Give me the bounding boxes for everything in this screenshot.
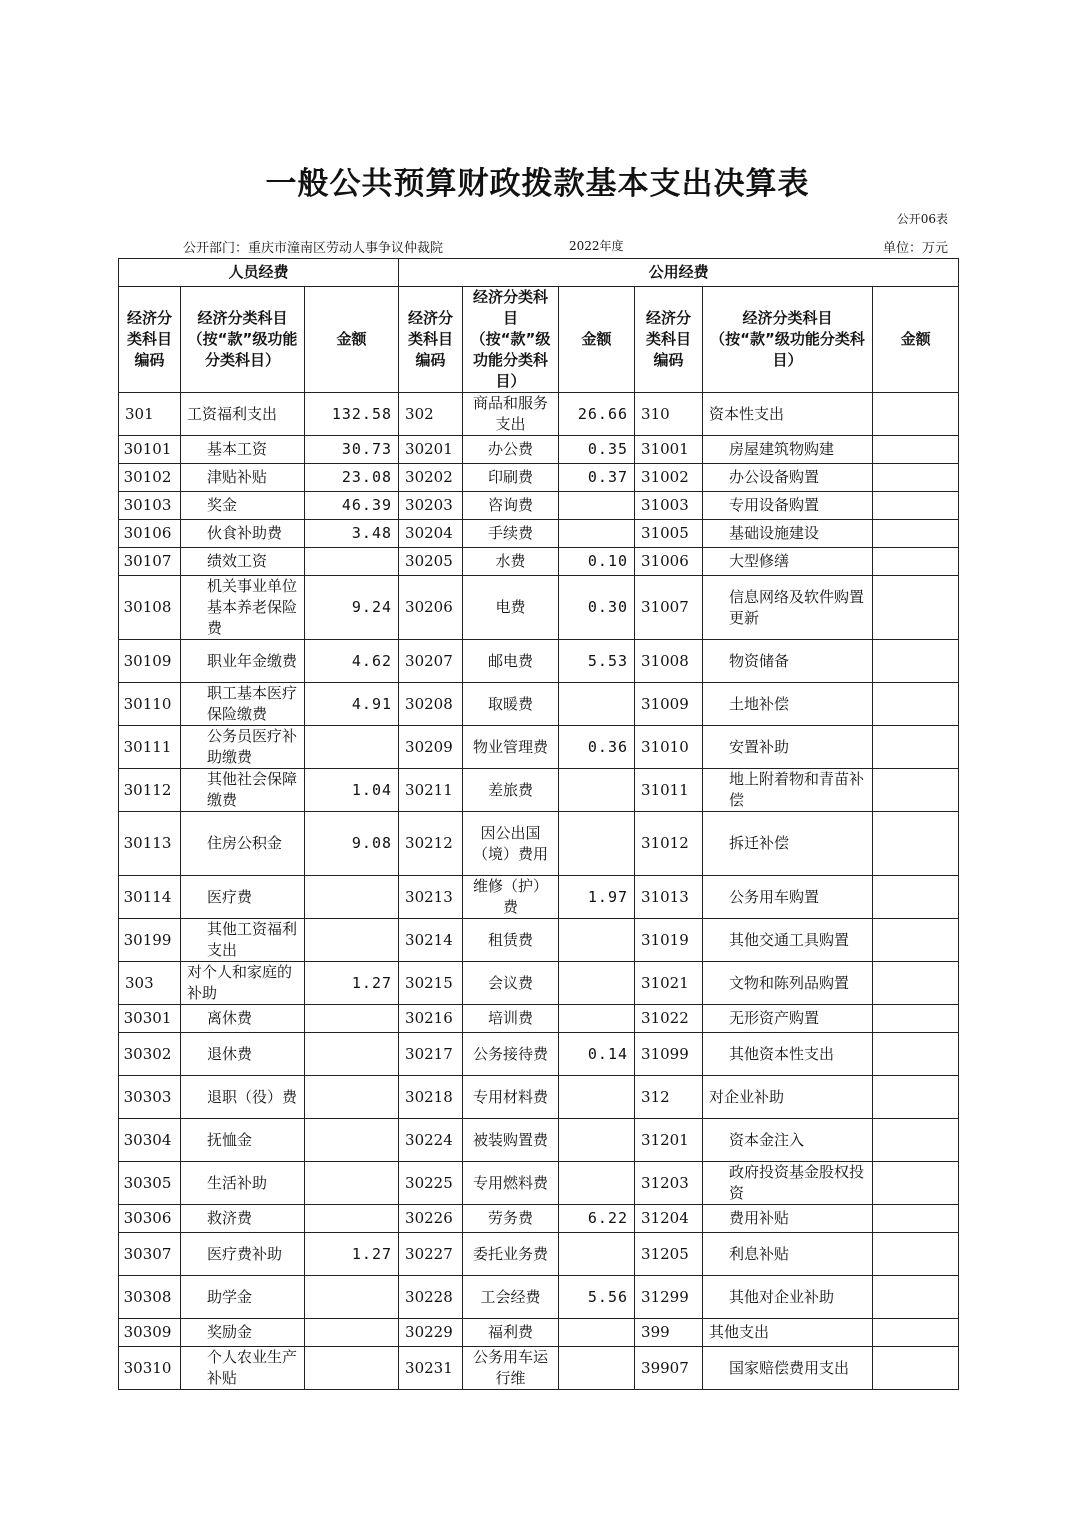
personnel-code-cell: 30113 bbox=[119, 812, 181, 876]
personnel-name-cell: 奖金 bbox=[181, 492, 305, 520]
personnel-code-cell: 30309 bbox=[119, 1319, 181, 1347]
public-amount-cell: 0.35 bbox=[559, 436, 635, 464]
capital-code-cell: 31019 bbox=[635, 919, 703, 962]
public-name-cell: 劳务费 bbox=[463, 1205, 559, 1233]
table-row bbox=[119, 436, 959, 464]
personnel-code-cell: 301 bbox=[119, 393, 181, 436]
public-name-cell: 工会经费 bbox=[463, 1276, 559, 1319]
personnel-code-cell: 30307 bbox=[119, 1233, 181, 1276]
public-name-cell: 专用材料费 bbox=[463, 1076, 559, 1119]
public-name-cell: 公务用车运行维 bbox=[463, 1347, 559, 1390]
public-code-cell: 30212 bbox=[399, 812, 463, 876]
public-amount-cell bbox=[559, 1119, 635, 1162]
personnel-amount-cell bbox=[305, 1276, 399, 1319]
table-row bbox=[119, 919, 959, 962]
personnel-name-cell: 工资福利支出 bbox=[181, 393, 305, 436]
personnel-amount-cell bbox=[305, 1033, 399, 1076]
personnel-name-cell: 个人农业生产补贴 bbox=[181, 1347, 305, 1390]
personnel-code-cell: 30308 bbox=[119, 1276, 181, 1319]
personnel-amount-cell: 30.73 bbox=[305, 436, 399, 464]
col-header-amount: 金额 bbox=[559, 287, 635, 393]
capital-amount-cell bbox=[873, 962, 959, 1005]
personnel-amount-cell bbox=[305, 1005, 399, 1033]
capital-amount-cell bbox=[873, 1347, 959, 1390]
capital-name-cell: 文物和陈列品购置 bbox=[703, 962, 873, 1005]
public-code-cell: 30214 bbox=[399, 919, 463, 962]
public-code-cell: 30206 bbox=[399, 576, 463, 640]
public-name-cell: 福利费 bbox=[463, 1319, 559, 1347]
personnel-name-cell: 对个人和家庭的补助 bbox=[181, 962, 305, 1005]
public-amount-cell bbox=[559, 812, 635, 876]
col-header-amount: 金额 bbox=[873, 287, 959, 393]
public-code-cell: 30201 bbox=[399, 436, 463, 464]
capital-amount-cell bbox=[873, 1276, 959, 1319]
capital-code-cell: 399 bbox=[635, 1319, 703, 1347]
capital-code-cell: 31099 bbox=[635, 1033, 703, 1076]
capital-name-cell: 基础设施建设 bbox=[703, 520, 873, 548]
personnel-code-cell: 30304 bbox=[119, 1119, 181, 1162]
public-code-cell: 30227 bbox=[399, 1233, 463, 1276]
personnel-name-cell: 医疗费补助 bbox=[181, 1233, 305, 1276]
capital-name-cell: 政府投资基金股权投资 bbox=[703, 1162, 873, 1205]
capital-amount-cell bbox=[873, 1076, 959, 1119]
public-code-cell: 30203 bbox=[399, 492, 463, 520]
capital-amount-cell bbox=[873, 464, 959, 492]
personnel-amount-cell bbox=[305, 1319, 399, 1347]
public-amount-cell bbox=[559, 1162, 635, 1205]
public-code-cell: 30207 bbox=[399, 640, 463, 683]
table-row bbox=[119, 812, 959, 876]
public-code-cell: 30204 bbox=[399, 520, 463, 548]
personnel-name-cell: 住房公积金 bbox=[181, 812, 305, 876]
public-name-cell: 咨询费 bbox=[463, 492, 559, 520]
personnel-code-cell: 30106 bbox=[119, 520, 181, 548]
personnel-name-cell: 职工基本医疗保险缴费 bbox=[181, 683, 305, 726]
personnel-name-cell: 助学金 bbox=[181, 1276, 305, 1319]
personnel-code-cell: 30301 bbox=[119, 1005, 181, 1033]
personnel-amount-cell bbox=[305, 876, 399, 919]
capital-name-cell: 房屋建筑物购建 bbox=[703, 436, 873, 464]
public-code-cell: 30205 bbox=[399, 548, 463, 576]
table-row bbox=[119, 548, 959, 576]
public-code-cell: 30215 bbox=[399, 962, 463, 1005]
capital-amount-cell bbox=[873, 1205, 959, 1233]
capital-code-cell: 31007 bbox=[635, 576, 703, 640]
capital-amount-cell bbox=[873, 769, 959, 812]
capital-amount-cell bbox=[873, 436, 959, 464]
table-row bbox=[119, 1347, 959, 1390]
public-amount-cell: 0.14 bbox=[559, 1033, 635, 1076]
col-header-name: 经济分类科目（按“款”级功能分类科目） bbox=[703, 287, 873, 393]
personnel-amount-cell: 9.08 bbox=[305, 812, 399, 876]
capital-name-cell: 地上附着物和青苗补偿 bbox=[703, 769, 873, 812]
capital-name-cell: 对企业补助 bbox=[703, 1076, 873, 1119]
capital-amount-cell bbox=[873, 919, 959, 962]
personnel-name-cell: 其他社会保障缴费 bbox=[181, 769, 305, 812]
public-name-cell: 取暖费 bbox=[463, 683, 559, 726]
personnel-amount-cell: 1.04 bbox=[305, 769, 399, 812]
capital-code-cell: 31006 bbox=[635, 548, 703, 576]
public-amount-cell bbox=[559, 1319, 635, 1347]
public-name-cell: 因公出国（境）费用 bbox=[463, 812, 559, 876]
personnel-amount-cell bbox=[305, 1205, 399, 1233]
capital-name-cell: 专用设备购置 bbox=[703, 492, 873, 520]
capital-code-cell: 31011 bbox=[635, 769, 703, 812]
capital-name-cell: 利息补贴 bbox=[703, 1233, 873, 1276]
capital-name-cell: 其他交通工具购置 bbox=[703, 919, 873, 962]
capital-name-cell: 其他支出 bbox=[703, 1319, 873, 1347]
public-amount-cell bbox=[559, 919, 635, 962]
public-name-cell: 培训费 bbox=[463, 1005, 559, 1033]
table-row bbox=[119, 1276, 959, 1319]
public-name-cell: 商品和服务支出 bbox=[463, 393, 559, 436]
capital-code-cell: 31003 bbox=[635, 492, 703, 520]
public-amount-cell: 1.97 bbox=[559, 876, 635, 919]
personnel-amount-cell bbox=[305, 1162, 399, 1205]
public-code-cell: 30226 bbox=[399, 1205, 463, 1233]
capital-code-cell: 31013 bbox=[635, 876, 703, 919]
public-code-cell: 30216 bbox=[399, 1005, 463, 1033]
personnel-code-cell: 30302 bbox=[119, 1033, 181, 1076]
expenditure-table bbox=[118, 258, 959, 1390]
public-name-cell: 租赁费 bbox=[463, 919, 559, 962]
public-amount-cell: 0.30 bbox=[559, 576, 635, 640]
public-amount-cell bbox=[559, 520, 635, 548]
public-name-cell: 维修（护）费 bbox=[463, 876, 559, 919]
personnel-name-cell: 伙食补助费 bbox=[181, 520, 305, 548]
personnel-code-cell: 30107 bbox=[119, 548, 181, 576]
public-name-cell: 专用燃料费 bbox=[463, 1162, 559, 1205]
personnel-code-cell: 30110 bbox=[119, 683, 181, 726]
capital-code-cell: 31204 bbox=[635, 1205, 703, 1233]
table-row bbox=[119, 576, 959, 640]
capital-name-cell: 无形资产购置 bbox=[703, 1005, 873, 1033]
table-row bbox=[119, 726, 959, 769]
personnel-code-cell: 30310 bbox=[119, 1347, 181, 1390]
capital-amount-cell bbox=[873, 812, 959, 876]
public-code-cell: 30224 bbox=[399, 1119, 463, 1162]
personnel-code-cell: 30108 bbox=[119, 576, 181, 640]
personnel-amount-cell: 46.39 bbox=[305, 492, 399, 520]
capital-code-cell: 31001 bbox=[635, 436, 703, 464]
capital-code-cell: 31201 bbox=[635, 1119, 703, 1162]
public-code-cell: 30225 bbox=[399, 1162, 463, 1205]
personnel-section-header: 人员经费 bbox=[119, 259, 399, 287]
capital-code-cell: 31010 bbox=[635, 726, 703, 769]
personnel-code-cell: 30109 bbox=[119, 640, 181, 683]
personnel-name-cell: 奖励金 bbox=[181, 1319, 305, 1347]
form-number: 公开06表 bbox=[896, 212, 948, 226]
table-row bbox=[119, 683, 959, 726]
personnel-amount-cell: 1.27 bbox=[305, 962, 399, 1005]
personnel-name-cell: 离休费 bbox=[181, 1005, 305, 1033]
department-label: 公开部门：重庆市潼南区劳动人事争议仲裁院 bbox=[183, 241, 444, 256]
public-code-cell: 30208 bbox=[399, 683, 463, 726]
table-row bbox=[119, 1205, 959, 1233]
personnel-name-cell: 生活补助 bbox=[181, 1162, 305, 1205]
capital-name-cell: 拆迁补偿 bbox=[703, 812, 873, 876]
capital-code-cell: 31012 bbox=[635, 812, 703, 876]
personnel-amount-cell bbox=[305, 1347, 399, 1390]
public-code-cell: 30217 bbox=[399, 1033, 463, 1076]
personnel-code-cell: 30112 bbox=[119, 769, 181, 812]
table-row bbox=[119, 1005, 959, 1033]
personnel-name-cell: 津贴补贴 bbox=[181, 464, 305, 492]
capital-name-cell: 公务用车购置 bbox=[703, 876, 873, 919]
public-code-cell: 30211 bbox=[399, 769, 463, 812]
personnel-code-cell: 30199 bbox=[119, 919, 181, 962]
public-name-cell: 会议费 bbox=[463, 962, 559, 1005]
personnel-name-cell: 基本工资 bbox=[181, 436, 305, 464]
capital-amount-cell bbox=[873, 876, 959, 919]
capital-name-cell: 办公设备购置 bbox=[703, 464, 873, 492]
personnel-code-cell: 30102 bbox=[119, 464, 181, 492]
capital-amount-cell bbox=[873, 1233, 959, 1276]
public-code-cell: 30231 bbox=[399, 1347, 463, 1390]
public-code-cell: 30218 bbox=[399, 1076, 463, 1119]
capital-code-cell: 31203 bbox=[635, 1162, 703, 1205]
public-section-header: 公用经费 bbox=[399, 259, 959, 287]
table-row bbox=[119, 520, 959, 548]
personnel-name-cell: 医疗费 bbox=[181, 876, 305, 919]
public-amount-cell bbox=[559, 1005, 635, 1033]
personnel-amount-cell: 132.58 bbox=[305, 393, 399, 436]
public-code-cell: 30228 bbox=[399, 1276, 463, 1319]
personnel-name-cell: 退职（役）费 bbox=[181, 1076, 305, 1119]
public-amount-cell bbox=[559, 683, 635, 726]
capital-name-cell: 土地补偿 bbox=[703, 683, 873, 726]
capital-name-cell: 资本性支出 bbox=[703, 393, 873, 436]
personnel-amount-cell: 1.27 bbox=[305, 1233, 399, 1276]
personnel-amount-cell: 3.48 bbox=[305, 520, 399, 548]
capital-code-cell: 31299 bbox=[635, 1276, 703, 1319]
public-name-cell: 印刷费 bbox=[463, 464, 559, 492]
capital-name-cell: 其他资本性支出 bbox=[703, 1033, 873, 1076]
capital-amount-cell bbox=[873, 1033, 959, 1076]
capital-code-cell: 310 bbox=[635, 393, 703, 436]
personnel-code-cell: 30303 bbox=[119, 1076, 181, 1119]
public-name-cell: 委托业务费 bbox=[463, 1233, 559, 1276]
table-row bbox=[119, 640, 959, 683]
capital-code-cell: 312 bbox=[635, 1076, 703, 1119]
personnel-name-cell: 职业年金缴费 bbox=[181, 640, 305, 683]
table-row bbox=[119, 1076, 959, 1119]
public-amount-cell bbox=[559, 1076, 635, 1119]
personnel-name-cell: 退休费 bbox=[181, 1033, 305, 1076]
capital-name-cell: 资本金注入 bbox=[703, 1119, 873, 1162]
capital-name-cell: 国家赔偿费用支出 bbox=[703, 1347, 873, 1390]
public-name-cell: 办公费 bbox=[463, 436, 559, 464]
public-code-cell: 30229 bbox=[399, 1319, 463, 1347]
capital-name-cell: 安置补助 bbox=[703, 726, 873, 769]
public-amount-cell bbox=[559, 492, 635, 520]
personnel-amount-cell bbox=[305, 726, 399, 769]
unit-label: 单位：万元 bbox=[882, 241, 948, 256]
personnel-amount-cell bbox=[305, 1076, 399, 1119]
personnel-code-cell: 30114 bbox=[119, 876, 181, 919]
capital-amount-cell bbox=[873, 520, 959, 548]
capital-amount-cell bbox=[873, 1319, 959, 1347]
public-code-cell: 302 bbox=[399, 393, 463, 436]
personnel-code-cell: 30305 bbox=[119, 1162, 181, 1205]
public-amount-cell: 5.53 bbox=[559, 640, 635, 683]
capital-code-cell: 31205 bbox=[635, 1233, 703, 1276]
table-row bbox=[119, 492, 959, 520]
personnel-code-cell: 303 bbox=[119, 962, 181, 1005]
col-header-name: 经济分类科目（按“款”级功能分类科目） bbox=[181, 287, 305, 393]
personnel-name-cell: 公务员医疗补助缴费 bbox=[181, 726, 305, 769]
capital-name-cell: 费用补贴 bbox=[703, 1205, 873, 1233]
public-amount-cell bbox=[559, 769, 635, 812]
public-name-cell: 邮电费 bbox=[463, 640, 559, 683]
personnel-amount-cell: 23.08 bbox=[305, 464, 399, 492]
personnel-name-cell: 绩效工资 bbox=[181, 548, 305, 576]
table-row bbox=[119, 1119, 959, 1162]
public-amount-cell: 0.37 bbox=[559, 464, 635, 492]
personnel-name-cell: 机关事业单位基本养老保险费 bbox=[181, 576, 305, 640]
capital-code-cell: 39907 bbox=[635, 1347, 703, 1390]
capital-amount-cell bbox=[873, 576, 959, 640]
personnel-amount-cell: 9.24 bbox=[305, 576, 399, 640]
capital-amount-cell bbox=[873, 492, 959, 520]
public-amount-cell: 0.36 bbox=[559, 726, 635, 769]
capital-amount-cell bbox=[873, 1162, 959, 1205]
table-row bbox=[119, 1162, 959, 1205]
col-header-code: 经济分类科目编码 bbox=[635, 287, 703, 393]
col-header-amount: 金额 bbox=[305, 287, 399, 393]
personnel-code-cell: 30111 bbox=[119, 726, 181, 769]
capital-code-cell: 31005 bbox=[635, 520, 703, 548]
public-amount-cell: 0.10 bbox=[559, 548, 635, 576]
personnel-amount-cell bbox=[305, 1119, 399, 1162]
fiscal-year: 2022年度 bbox=[569, 239, 624, 253]
col-header-code: 经济分类科目编码 bbox=[399, 287, 463, 393]
capital-code-cell: 31008 bbox=[635, 640, 703, 683]
capital-name-cell: 其他对企业补助 bbox=[703, 1276, 873, 1319]
personnel-name-cell: 其他工资福利支出 bbox=[181, 919, 305, 962]
public-amount-cell bbox=[559, 962, 635, 1005]
public-code-cell: 30202 bbox=[399, 464, 463, 492]
personnel-code-cell: 30103 bbox=[119, 492, 181, 520]
public-name-cell: 被装购置费 bbox=[463, 1119, 559, 1162]
table-row bbox=[119, 1233, 959, 1276]
public-code-cell: 30213 bbox=[399, 876, 463, 919]
table-row bbox=[119, 962, 959, 1005]
public-name-cell: 手续费 bbox=[463, 520, 559, 548]
public-name-cell: 公务接待费 bbox=[463, 1033, 559, 1076]
personnel-amount-cell: 4.91 bbox=[305, 683, 399, 726]
public-name-cell: 物业管理费 bbox=[463, 726, 559, 769]
table-row bbox=[119, 393, 959, 436]
page-title: 一般公共预算财政拨款基本支出决算表 bbox=[265, 166, 810, 202]
capital-amount-cell bbox=[873, 1005, 959, 1033]
capital-code-cell: 31009 bbox=[635, 683, 703, 726]
capital-code-cell: 31002 bbox=[635, 464, 703, 492]
public-amount-cell: 5.56 bbox=[559, 1276, 635, 1319]
col-header-name: 经济分类科目（按“款”级功能分类科目） bbox=[463, 287, 559, 393]
table-row bbox=[119, 876, 959, 919]
capital-amount-cell bbox=[873, 726, 959, 769]
capital-code-cell: 31022 bbox=[635, 1005, 703, 1033]
capital-amount-cell bbox=[873, 683, 959, 726]
personnel-amount-cell bbox=[305, 548, 399, 576]
table-row bbox=[119, 1319, 959, 1347]
personnel-name-cell: 救济费 bbox=[181, 1205, 305, 1233]
public-amount-cell bbox=[559, 1347, 635, 1390]
public-amount-cell: 26.66 bbox=[559, 393, 635, 436]
public-name-cell: 水费 bbox=[463, 548, 559, 576]
capital-amount-cell bbox=[873, 1119, 959, 1162]
table-row bbox=[119, 464, 959, 492]
capital-name-cell: 信息网络及软件购置更新 bbox=[703, 576, 873, 640]
capital-amount-cell bbox=[873, 393, 959, 436]
public-amount-cell bbox=[559, 1233, 635, 1276]
col-header-code: 经济分类科目编码 bbox=[119, 287, 181, 393]
capital-name-cell: 物资储备 bbox=[703, 640, 873, 683]
public-amount-cell: 6.22 bbox=[559, 1205, 635, 1233]
table-row bbox=[119, 769, 959, 812]
personnel-amount-cell: 4.62 bbox=[305, 640, 399, 683]
public-name-cell: 差旅费 bbox=[463, 769, 559, 812]
personnel-code-cell: 30306 bbox=[119, 1205, 181, 1233]
capital-code-cell: 31021 bbox=[635, 962, 703, 1005]
personnel-name-cell: 抚恤金 bbox=[181, 1119, 305, 1162]
public-code-cell: 30209 bbox=[399, 726, 463, 769]
capital-amount-cell bbox=[873, 640, 959, 683]
capital-name-cell: 大型修缮 bbox=[703, 548, 873, 576]
personnel-code-cell: 30101 bbox=[119, 436, 181, 464]
personnel-amount-cell bbox=[305, 919, 399, 962]
table-row bbox=[119, 1033, 959, 1076]
public-name-cell: 电费 bbox=[463, 576, 559, 640]
capital-amount-cell bbox=[873, 548, 959, 576]
